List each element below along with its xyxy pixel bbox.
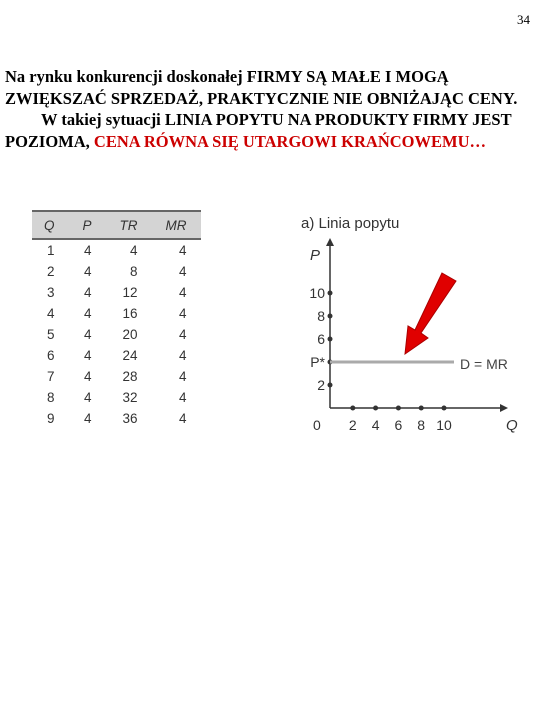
- red-arrow-icon: [395, 270, 465, 360]
- table-row: [32, 408, 201, 429]
- table-cell: 28: [122, 369, 138, 384]
- paragraph-highlight: CENA RÓWNA SIĘ UTARGOWI KRAŃCOWEMU…: [93, 132, 486, 152]
- table-cell: 4: [84, 306, 92, 321]
- table-row: [32, 261, 201, 282]
- x-axis-arrow-icon: [500, 404, 508, 412]
- table-cell: 4: [84, 348, 92, 363]
- table-cell: 4: [179, 369, 187, 384]
- y-axis-label: P: [310, 247, 321, 264]
- table-header-row: [32, 211, 201, 239]
- table-cell: 36: [122, 411, 138, 426]
- origin-label: 0: [313, 417, 321, 433]
- table-row: [32, 387, 201, 408]
- table-cell: 4: [84, 285, 92, 300]
- y-tick-label: 8: [317, 308, 325, 324]
- table-cell: 3: [47, 285, 55, 300]
- table-cell: 4: [84, 411, 92, 426]
- table-cell: 4: [179, 285, 187, 300]
- table-cell: 4: [179, 348, 187, 363]
- table-row: [32, 366, 201, 387]
- y-tick-label: 6: [317, 331, 325, 347]
- table-cell: 4: [84, 369, 92, 384]
- y-tick-dot: [328, 383, 333, 388]
- table-cell: 6: [47, 348, 55, 363]
- table-header-q: Q: [32, 211, 69, 239]
- table-cell: 4: [179, 327, 187, 342]
- x-tick-label: 8: [417, 417, 426, 433]
- y-tick-dot: [328, 337, 333, 342]
- x-tick-label: 4: [371, 417, 380, 433]
- table-row: [32, 324, 201, 345]
- table-cell: 32: [122, 390, 138, 405]
- paragraph-line-2: W takiej sytuacji LINIA POPYTU NA PRODUKTY FIRMY JEST POZIOMA,: [5, 110, 512, 152]
- table-cell: 16: [122, 306, 138, 321]
- chart-title: a) Linia popytu: [301, 215, 400, 232]
- table-cell: 4: [179, 390, 187, 405]
- table-cell: 1: [47, 243, 55, 258]
- x-tick-dot: [373, 406, 378, 411]
- table-cell: 7: [47, 369, 55, 384]
- table-row: [32, 282, 201, 303]
- table-cell: 4: [84, 243, 92, 258]
- x-tick-dot: [350, 406, 355, 411]
- y-tick-label: 10: [309, 285, 325, 301]
- x-tick-label: 6: [394, 417, 403, 433]
- table-header-p: P: [69, 211, 106, 239]
- table-cell: 4: [179, 411, 187, 426]
- y-axis-arrow-icon: [326, 238, 334, 246]
- y-tick-label: P*: [310, 354, 325, 370]
- x-tick-label: 10: [436, 417, 452, 433]
- table-row: [32, 239, 201, 261]
- table-cell: 9: [47, 411, 55, 426]
- table-cell: 4: [84, 327, 92, 342]
- page-number: 34: [517, 12, 530, 27]
- table-row: [32, 303, 201, 324]
- x-axis-label: Q: [506, 417, 518, 434]
- series-label: D = MR: [460, 356, 508, 372]
- x-tick-dot: [442, 406, 447, 411]
- paragraph-line-1: Na rynku konkurencji doskonałej FIRMY SĄ MAŁE I MOGĄ ZWIĘKSZAĆ SPRZEDAŻ, PRAKTYCZNIE NIE OBNIŻAJĄC CENY.: [5, 67, 518, 108]
- table-cell: 8: [130, 264, 138, 279]
- table-cell: 4: [179, 306, 187, 321]
- x-tick-label: 2: [348, 417, 357, 433]
- table-cell: 4: [84, 264, 92, 279]
- table-cell: 4: [179, 264, 187, 279]
- y-tick-dot: [328, 314, 333, 319]
- y-tick-label: 2: [317, 377, 325, 393]
- table-row: [32, 345, 201, 366]
- table-cell: 5: [47, 327, 55, 342]
- table-cell: 4: [84, 390, 92, 405]
- table-cell: 20: [122, 327, 138, 342]
- table-cell: 4: [179, 243, 187, 258]
- demand-table: [32, 210, 201, 429]
- table-header-mr: MR: [152, 211, 201, 239]
- table-cell: 2: [47, 264, 55, 279]
- y-tick-dot: [328, 291, 333, 296]
- table-cell: 4: [130, 243, 138, 258]
- x-tick-dot: [396, 406, 401, 411]
- table-cell: 12: [122, 285, 138, 300]
- table-cell: 8: [47, 390, 55, 405]
- table-header-tr: TR: [106, 211, 152, 239]
- table-cell: 4: [47, 306, 55, 321]
- body-paragraph: [5, 66, 530, 153]
- x-tick-dot: [419, 406, 424, 411]
- table-cell: 24: [122, 348, 138, 363]
